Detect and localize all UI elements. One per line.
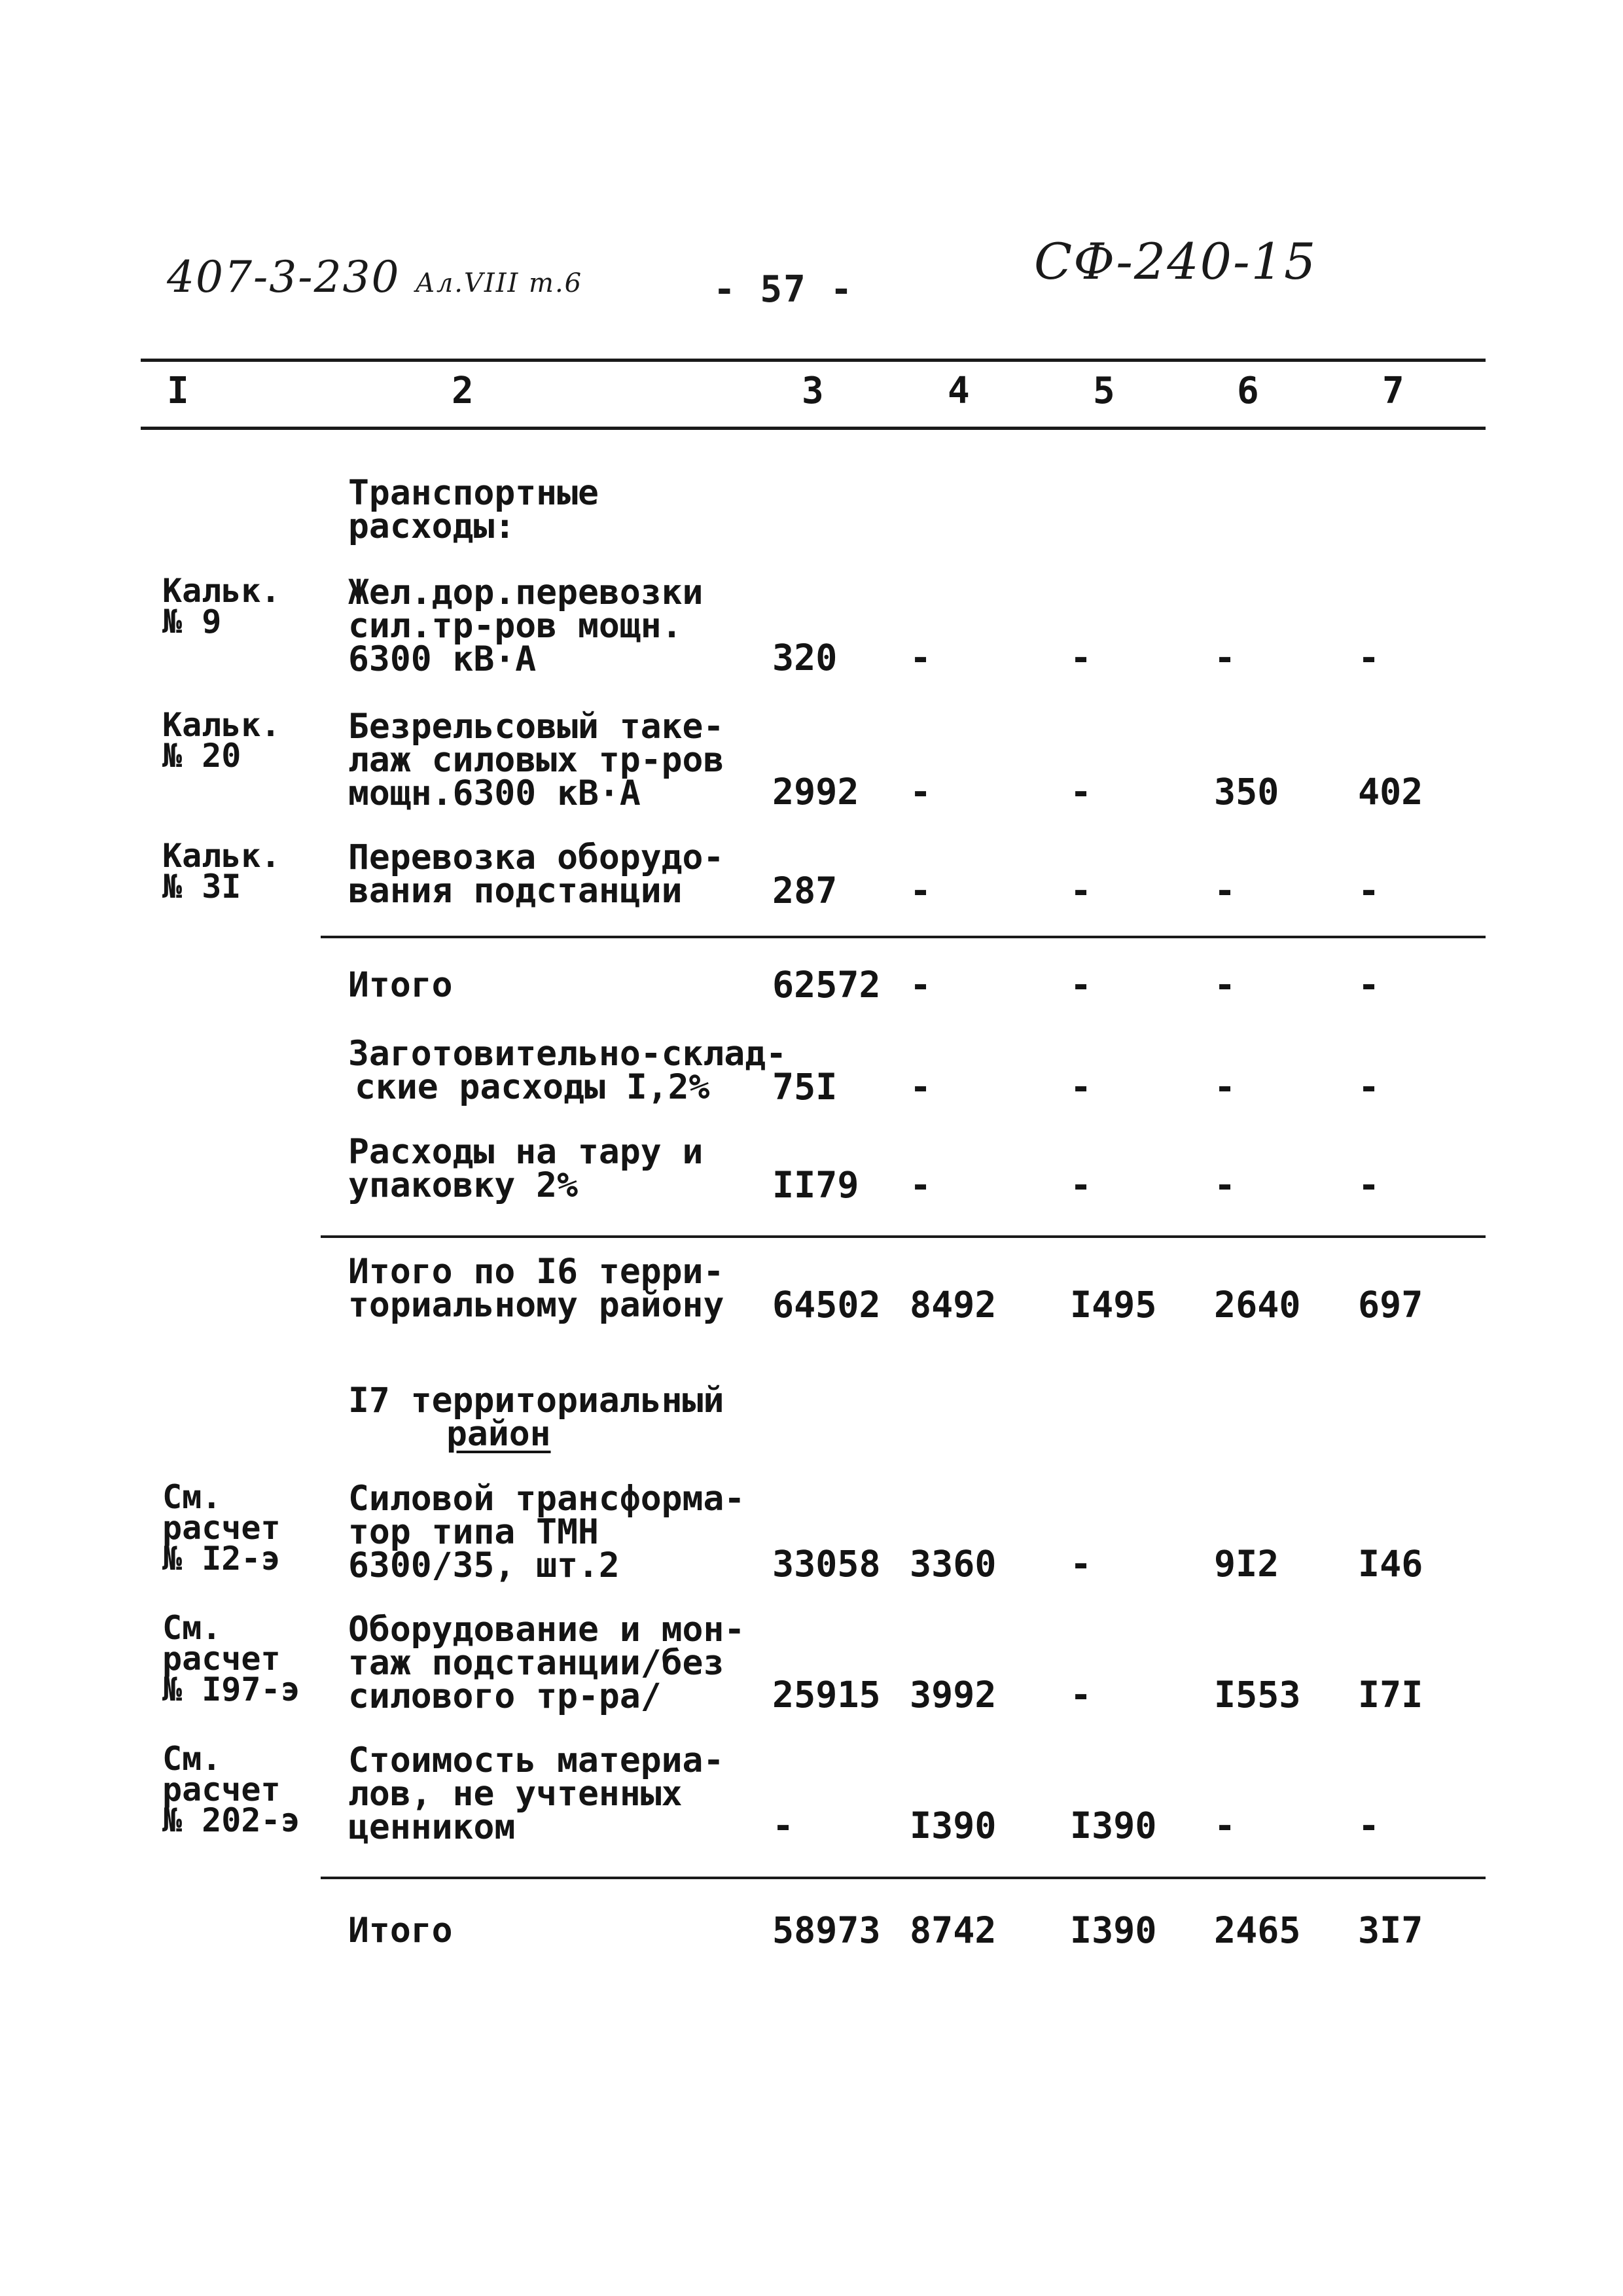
row-ref: См. расчет № I97-э (162, 1609, 300, 1708)
document-code: 407-3-230 Ал.VIII т.6 (167, 252, 583, 302)
total-col7: - (1358, 964, 1380, 1006)
district-total-col7: 697 (1358, 1284, 1423, 1326)
row-desc: Оборудование и мон- таж подстанции/без силового тр-ра/ (348, 1610, 745, 1716)
procurement-col4: - (910, 1066, 932, 1108)
value-col7: 402 (1358, 771, 1423, 813)
final-total-col6: 2465 (1214, 1909, 1301, 1951)
row-ref: Кальк. № 20 (162, 706, 281, 775)
col-num-5: 5 (1093, 370, 1115, 412)
column-header-rule (141, 427, 1486, 430)
total-label: Итого (348, 965, 453, 1005)
sheet-code: СФ-240-15 (1034, 232, 1317, 291)
packaging-col7: - (1358, 1164, 1380, 1206)
packaging-col4: - (910, 1164, 932, 1206)
value-col3: - (772, 1805, 794, 1846)
value-col4: 3360 (910, 1543, 997, 1585)
value-col4: I390 (910, 1805, 997, 1846)
row-ref: Кальк. № 3I (162, 837, 281, 906)
district-total-rule (321, 1235, 1486, 1238)
total-col4: - (910, 964, 932, 1006)
value-col4: - (910, 637, 932, 679)
row-desc: Жел.дор.перевозки сил.тр-ров мощн. 6300 кВ·А (348, 573, 704, 679)
total-col6: - (1214, 964, 1236, 1006)
value-col3: 25915 (772, 1674, 881, 1716)
total-col5: - (1070, 964, 1092, 1006)
col-num-2: 2 (452, 370, 474, 412)
district-total-desc: Итого по I6 терри- ториальному району (348, 1252, 724, 1325)
value-col7: - (1358, 1805, 1380, 1846)
value-col6: - (1214, 870, 1236, 911)
row-desc: Стоимость материа- лов, не учтенных ценником (348, 1740, 724, 1847)
col-num-1: I (167, 370, 189, 412)
procurement-col7: - (1358, 1066, 1380, 1108)
packaging-col3: II79 (772, 1164, 859, 1206)
row-desc: Безрельсовый таке- лаж силовых тр-ров мощн.6300 кВ·А (348, 707, 724, 813)
final-total-col3: 58973 (772, 1909, 881, 1951)
value-col6: 350 (1214, 771, 1279, 813)
value-col7: I46 (1358, 1543, 1423, 1585)
value-col5: - (1070, 771, 1092, 813)
value-col5: - (1070, 1543, 1092, 1585)
col-num-7: 7 (1382, 370, 1404, 412)
value-col3: 33058 (772, 1543, 881, 1585)
procurement-col6: - (1214, 1066, 1236, 1108)
section-title-district17: I7 территориальный район (348, 1381, 724, 1454)
page-number: - 57 - (713, 268, 854, 311)
row-ref: См. расчет № 202-э (162, 1740, 300, 1839)
value-col3: 287 (772, 870, 838, 911)
value-col5: - (1070, 1674, 1092, 1716)
district-total-col5: I495 (1070, 1284, 1157, 1326)
row-ref: Кальк. № 9 (162, 572, 281, 641)
procurement-desc: Заготовительно-склад- ские расходы I,2% (348, 1034, 787, 1107)
row-desc: Силовой трансформа- тор типа ТМН 6300/35, шт.2 (348, 1479, 745, 1585)
value-col5: I390 (1070, 1805, 1157, 1846)
procurement-col3: 75I (772, 1066, 838, 1108)
final-total-label: Итого (348, 1911, 453, 1951)
value-col5: - (1070, 637, 1092, 679)
total-col3: 62572 (772, 964, 881, 1006)
value-col7: - (1358, 870, 1380, 911)
value-col4: 3992 (910, 1674, 997, 1716)
district-total-col3: 64502 (772, 1284, 881, 1326)
row-desc: Перевозка оборудо- вания подстанции (348, 838, 724, 911)
value-col7: I7I (1358, 1674, 1423, 1716)
value-col6: - (1214, 1805, 1236, 1846)
final-total-rule (321, 1877, 1486, 1879)
value-col6: 9I2 (1214, 1543, 1279, 1585)
section-title-transport: Транспортные расходы: (348, 473, 599, 546)
row-ref: См. расчет № I2-э (162, 1478, 281, 1578)
value-col7: - (1358, 637, 1380, 679)
col-num-3: 3 (802, 370, 824, 412)
final-total-col4: 8742 (910, 1909, 997, 1951)
col-num-6: 6 (1237, 370, 1259, 412)
value-col4: - (910, 870, 932, 911)
value-col3: 2992 (772, 771, 859, 813)
procurement-col5: - (1070, 1066, 1092, 1108)
value-col3: 320 (772, 637, 838, 679)
value-col5: - (1070, 870, 1092, 911)
packaging-col5: - (1070, 1164, 1092, 1206)
final-total-col7: 3I7 (1358, 1909, 1423, 1951)
packaging-desc: Расходы на тару и упаковку 2% (348, 1132, 704, 1205)
district-total-col6: 2640 (1214, 1284, 1301, 1326)
packaging-col6: - (1214, 1164, 1236, 1206)
col-num-4: 4 (948, 370, 970, 412)
final-total-col5: I390 (1070, 1909, 1157, 1951)
value-col6: I553 (1214, 1674, 1301, 1716)
value-col6: - (1214, 637, 1236, 679)
district-total-col4: 8492 (910, 1284, 997, 1326)
table-top-rule (141, 359, 1486, 362)
value-col4: - (910, 771, 932, 813)
subtotal-rule (321, 936, 1486, 938)
